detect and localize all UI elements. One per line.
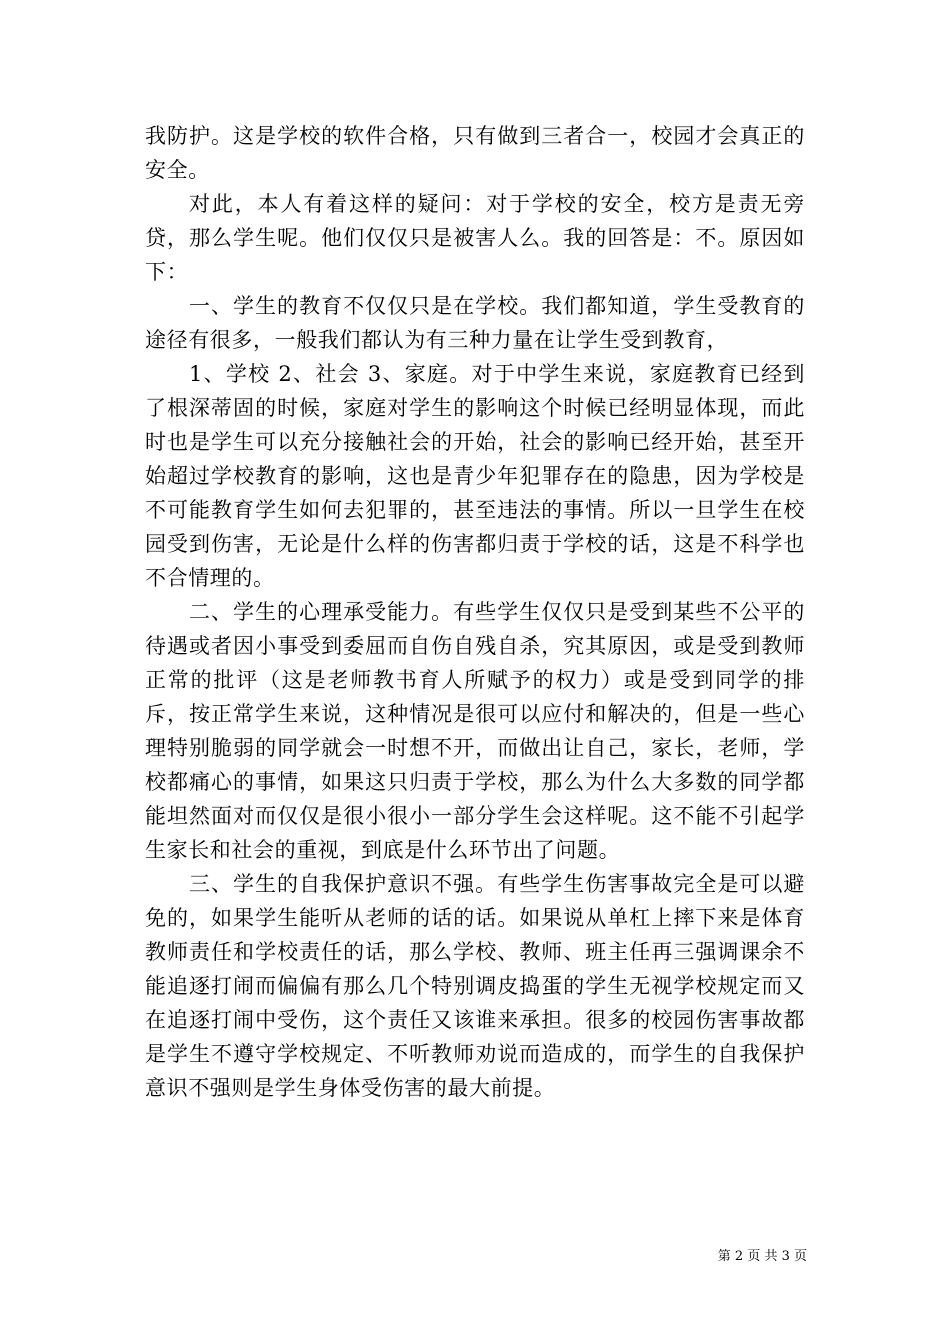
- paragraph-1: 我防护。这是学校的软件合格，只有做到三者合一，校园才会真正的安全。: [145, 124, 805, 182]
- paragraph-6: 三、学生的自我保护意识不强。有些学生伤害事故完全是可以避免的，如果学生能听从老师的话的话。如果说从单杠上摔下来是体育教师责任和学校责任的话，那么学校、教师、班主任再三强调课余不能追逐打闹而偏偏有那么几个特别调皮捣蛋的学生无视学校规定而又在追逐打闹中受伤，这个责任又该谁来承担。很多的校园伤害事故都是学生不遵守学校规定、不听教师劝说而造成的，而学生的自我保护意识不强则是学生身体受伤害的最大前提。: [145, 872, 805, 1100]
- paragraph-2: 对此，本人有着这样的疑问：对于学校的安全，校方是责无旁贷，那么学生呢。他们仅仅只是被害人么。我的回答是：不。原因如下：: [145, 192, 805, 284]
- paragraph-4: 1、学校 2、社会 3、家庭。对于中学生来说，家庭教育已经到了根深蒂固的时候，家庭对学生的影响这个时候已经明显体现，而此时也是学生可以充分接触社会的开始，社会的影响已经开始，甚至开始超过学校教育的影响，这也是青少年犯罪存在的隐患，因为学校是不可能教育学生如何去犯罪的，甚至违法的事情。所以一旦学生在校园受到伤害，无论是什么样的伤害都归责于学校的话，这是不科学也不合情理的。: [145, 362, 805, 590]
- document-body: [145, 119, 805, 1105]
- paragraph-3: 一、学生的教育不仅仅只是在学校。我们都知道，学生受教育的途径有很多，一般我们都认为有三种力量在让学生受到教育，: [145, 294, 805, 352]
- paragraph-5: 二、学生的心理承受能力。有些学生仅仅只是受到某些不公平的待遇或者因小事受到委屈而自伤自残自杀，究其原因，或是受到教师正常的批评（这是老师教书育人所赋予的权力）或是受到同学的排斥，按正常学生来说，这种情况是很可以应付和解决的，但是一些心理特别脆弱的同学就会一时想不开，而做出让自己，家长，老师，学校都痛心的事情，如果这只归责于学校，那么为什么大多数的同学都能坦然面对而仅仅是很小很小一部分学生会这样呢。这不能不引起学生家长和社会的重视，到底是什么环节出了问题。: [145, 600, 805, 862]
- page-number-footer: 第 2 页 共 3 页: [717, 1249, 807, 1264]
